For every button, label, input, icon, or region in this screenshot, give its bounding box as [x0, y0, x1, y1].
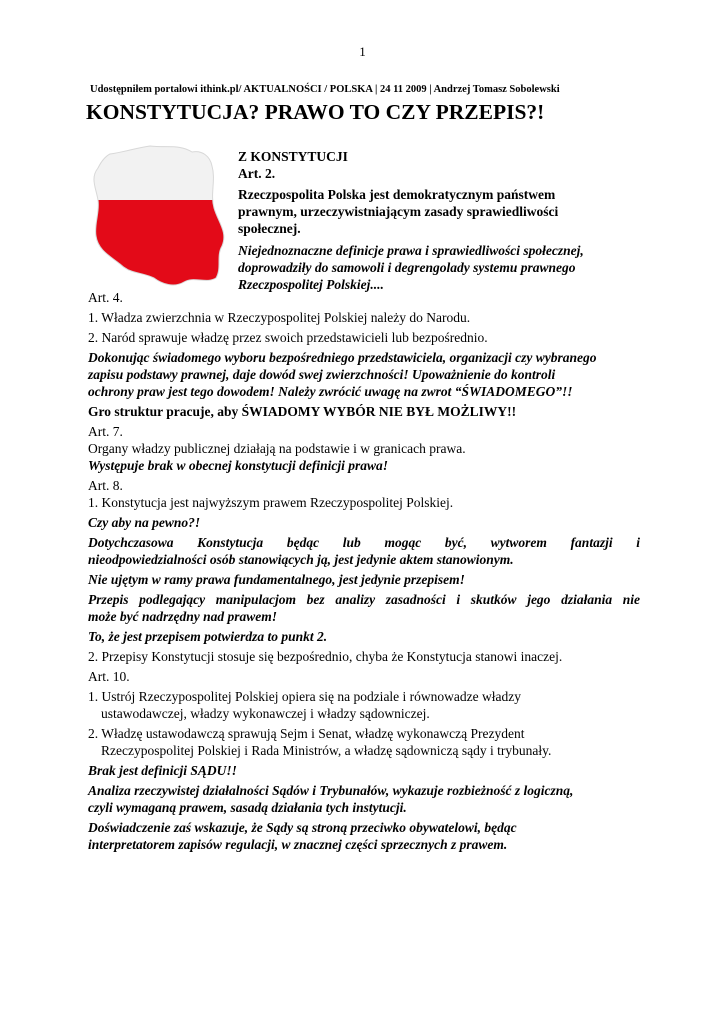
comment-line: Analiza rzeczywistej działalności Sądów i Trybunałów, wykazuje rozbieżność z logiczną,: [88, 783, 574, 798]
comment-line: czyli wymaganą prawem, sasadą działania tych instytucji.: [88, 800, 407, 815]
comment-line: ochrony praw jest tego dowodem! Należy zwrócić uwagę na zwrot “ŚWIADOMEGO”!!: [88, 384, 573, 399]
comment-point-2: To, że jest przepisem potwierdza to punkt 2.: [88, 629, 328, 644]
comment-experience: [88, 819, 640, 853]
constitution-excerpt: [238, 148, 638, 293]
article-8-point-2: 2. Przepisy Konstytucji stosuje się bezpośrednio, chyba że Konstytucja stanowi inaczej.: [88, 649, 563, 664]
comment-line: nieodpowiedzialności osób stanowiących ją, jest jedynie aktem stanowionym.: [88, 552, 514, 567]
comment-line: Dotychczasowa Konstytucja będąc lub mogąc być, wytworem fantazji i: [88, 535, 640, 550]
quote-line: społecznej.: [238, 221, 301, 236]
excerpt-heading: Z KONSTYTUCJI: [238, 149, 348, 164]
comment-line: Niejednoznaczne definicje prawa i sprawiedliwości społecznej,: [238, 243, 584, 258]
comment-article-7: Występuje brak w obecnej konstytucji definicji prawa!: [88, 458, 388, 473]
comment-line: interpretatorem zapisów regulacji, w znacznej części sprzecznych z prawem.: [88, 837, 508, 852]
comment-line: Doświadczenie zaś wskazuje, że Sądy są stroną przeciwko obywatelowi, będąc: [88, 820, 517, 835]
comment-informed-choice: [88, 349, 640, 400]
point-line: ustawodawczej, władzy wykonawczej i władzy sądowniczej.: [101, 706, 430, 721]
comment-line: zapisu podstawy prawnej, daje dowód swej zwierzchności! Upoważnienie do kontroli: [88, 367, 556, 382]
article-7-text: Organy władzy publicznej działają na podstawie i w granicach prawa.: [88, 441, 466, 456]
map-white-half: [88, 138, 230, 200]
comment-line: Przepis podlegający manipulacjom bez analizy zasadności i skutków jego działania nie: [88, 592, 640, 607]
excerpt-quote: [238, 186, 638, 237]
comment-current-constitution: [88, 534, 640, 568]
article-4-heading: Art. 4.: [88, 290, 123, 305]
page-number: 1: [359, 44, 366, 59]
comment-no-court-definition: Brak jest definicji SĄDU!!: [88, 763, 237, 778]
document-title: KONSTYTUCJA? PRAWO TO CZY PRZEPIS?!: [86, 100, 545, 124]
comment-structures: Gro struktur pracuje, aby ŚWIADOMY WYBÓR NIE BYŁ MOŻLIWY!!: [88, 404, 517, 419]
point-line: 1. Ustrój Rzeczypospolitej Polskiej opiera się na podziale i równowadze władzy: [88, 689, 522, 704]
article-4-point-2: 2. Naród sprawuje władzę przez swoich przedstawicieli lub bezpośrednio.: [88, 330, 488, 345]
article-8-point-1: 1. Konstytucja jest najwyższym prawem Rzeczypospolitej Polskiej.: [88, 495, 454, 510]
article-8-heading: Art. 8.: [88, 478, 123, 493]
map-red-half: [88, 200, 230, 290]
excerpt-article: Art. 2.: [238, 166, 276, 181]
point-line: Rzeczypospolitej Polskiej i Rada Ministrów, a władzę sądowniczą sądy i trybunały.: [101, 743, 552, 758]
poland-flag-map: [88, 138, 230, 290]
comment-not-fundamental: Nie ujętym w ramy prawa fundamentalnego, jest jedynie przepisem!: [88, 572, 465, 587]
article-10-point-2: [88, 725, 640, 759]
comment-is-it-sure: Czy aby na pewno?!: [88, 515, 201, 530]
article-4-point-1: 1. Władza zwierzchnia w Rzeczypospolitej Polskiej należy do Narodu.: [88, 310, 471, 325]
comment-line: doprowadziły do samowoli i degrengolady systemu prawnego: [238, 260, 576, 275]
point-line: 2. Władzę ustawodawczą sprawują Sejm i Senat, władzę wykonawczą Prezydent: [88, 726, 525, 741]
source-line: Udostępniłem portalowi ithink.pl/ AKTUALNOŚCI / POLSKA | 24 11 2009 | Andrzej Tomasz Sobolewski: [90, 84, 560, 95]
article-10-heading: Art. 10.: [88, 669, 130, 684]
comment-line: Rzeczpospolitej Polskiej....: [238, 277, 384, 292]
excerpt-comment: [238, 242, 638, 293]
comment-analysis: [88, 782, 640, 816]
comment-regulation: [88, 591, 640, 625]
comment-line: może być nadrzędny nad prawem!: [88, 609, 277, 624]
quote-line: prawnym, urzeczywistniającym zasady sprawiedliwości: [238, 204, 559, 219]
comment-line: Dokonując świadomego wyboru bezpośredniego przedstawiciela, organizacji czy wybranego: [88, 350, 597, 365]
quote-line: Rzeczpospolita Polska jest demokratycznym państwem: [238, 187, 556, 202]
article-7-heading: Art. 7.: [88, 424, 123, 439]
document-body: [88, 289, 640, 856]
article-10-point-1: [88, 688, 640, 722]
